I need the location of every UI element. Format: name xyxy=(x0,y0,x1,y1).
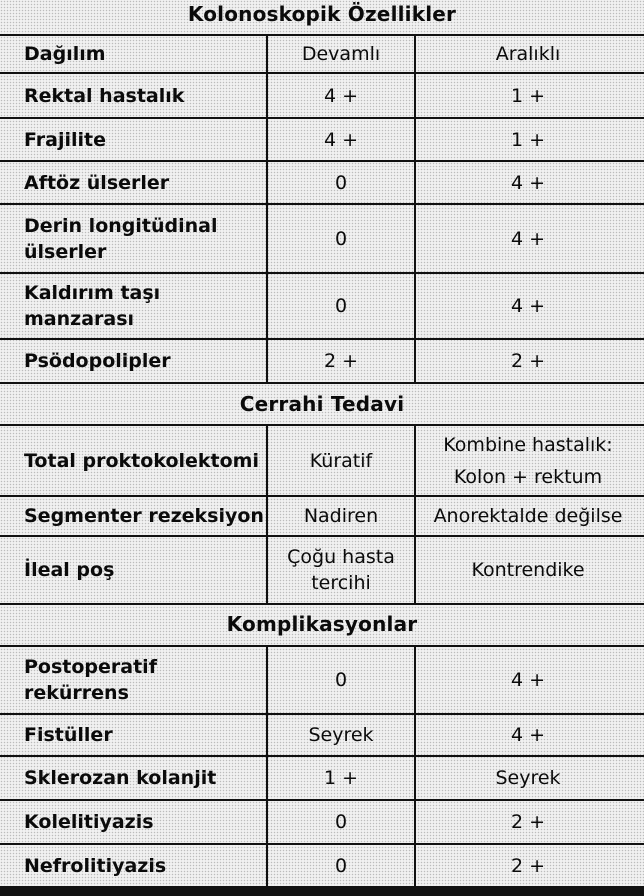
row-continuous: 0 xyxy=(334,295,348,317)
row-intermittent: 1 + xyxy=(510,84,546,107)
row-intermittent: Kontrendike xyxy=(471,559,585,581)
row-intermittent: 4 + xyxy=(510,171,546,194)
section-title-surgery: Cerrahi Tedavi xyxy=(239,392,405,416)
row-intermittent: 4 + xyxy=(510,295,546,317)
row-label: Segmenter rezeksiyon xyxy=(24,505,264,527)
row-label: Aftöz ülserler xyxy=(24,171,170,194)
row-continuous: 1 + xyxy=(323,767,359,789)
row-continuous: 4 + xyxy=(323,128,359,151)
row-intermittent: 1 + xyxy=(510,128,546,151)
row-label: Frajilite xyxy=(24,128,106,151)
rule xyxy=(0,382,644,384)
row-intermittent xyxy=(417,426,639,495)
row-label xyxy=(24,274,264,338)
row-label: Fistüller xyxy=(24,724,113,746)
row-continuous: 0 xyxy=(334,669,348,691)
row-label-line: rekürrens xyxy=(24,682,129,704)
row-label-line: Postoperatif xyxy=(24,656,157,678)
row-label-line: manzarası xyxy=(24,308,135,330)
row-continuous: 4 + xyxy=(323,84,359,107)
row-intermittent: 2 + xyxy=(510,811,546,833)
cell-line: tercihi xyxy=(311,572,371,594)
row-label-line: Derin longitüdinal xyxy=(24,214,218,237)
row-intermittent: 2 + xyxy=(510,854,546,877)
row-label-line: ülserler xyxy=(24,240,107,263)
row-continuous: 0 xyxy=(334,811,348,833)
column-divider xyxy=(414,426,416,603)
row-label-line: Kaldırım taşı xyxy=(24,282,161,304)
header-intermittent: Aralıklı xyxy=(495,43,561,65)
section-title-complications: Komplikasyonlar xyxy=(226,612,418,636)
row-continuous xyxy=(268,537,414,603)
header-distribution: Dağılım xyxy=(24,43,106,65)
section-title-colonoscopy: Kolonoskopik Özellikler xyxy=(187,2,457,26)
row-label: Sklerozan kolanjit xyxy=(24,767,217,789)
row-continuous: 0 xyxy=(334,171,348,194)
cell-line: Çoğu hasta xyxy=(287,546,395,568)
row-intermittent: 4 + xyxy=(510,669,546,691)
row-label: Total proktokolektomi xyxy=(24,449,259,472)
column-divider xyxy=(414,36,416,382)
cell-line: Kombine hastalık: xyxy=(443,433,613,456)
rule xyxy=(0,603,644,605)
row-label: Rektal hastalık xyxy=(24,84,185,107)
row-label xyxy=(24,647,264,713)
row-label xyxy=(24,205,264,272)
header-continuous: Devamlı xyxy=(301,43,381,65)
row-continuous: 0 xyxy=(334,227,348,250)
row-intermittent: 2 + xyxy=(510,350,546,372)
row-intermittent: Anorektalde değilse xyxy=(433,505,623,527)
row-intermittent: 4 + xyxy=(510,227,546,250)
row-intermittent: Seyrek xyxy=(495,767,561,789)
row-continuous: 2 + xyxy=(323,350,359,372)
rule-bottom xyxy=(0,886,644,896)
cell-line: Kolon + rektum xyxy=(453,465,603,488)
column-divider xyxy=(414,647,416,886)
row-continuous: Nadiren xyxy=(303,505,379,527)
row-label: Psödopolipler xyxy=(24,350,171,372)
row-label: Nefrolitiyazis xyxy=(24,854,167,877)
row-label: Kolelitiyazis xyxy=(24,811,154,833)
row-intermittent: 4 + xyxy=(510,724,546,746)
row-continuous: Küratif xyxy=(309,449,373,472)
row-continuous: 0 xyxy=(334,854,348,877)
row-continuous: Seyrek xyxy=(308,724,374,746)
row-label: İleal poş xyxy=(24,559,115,581)
